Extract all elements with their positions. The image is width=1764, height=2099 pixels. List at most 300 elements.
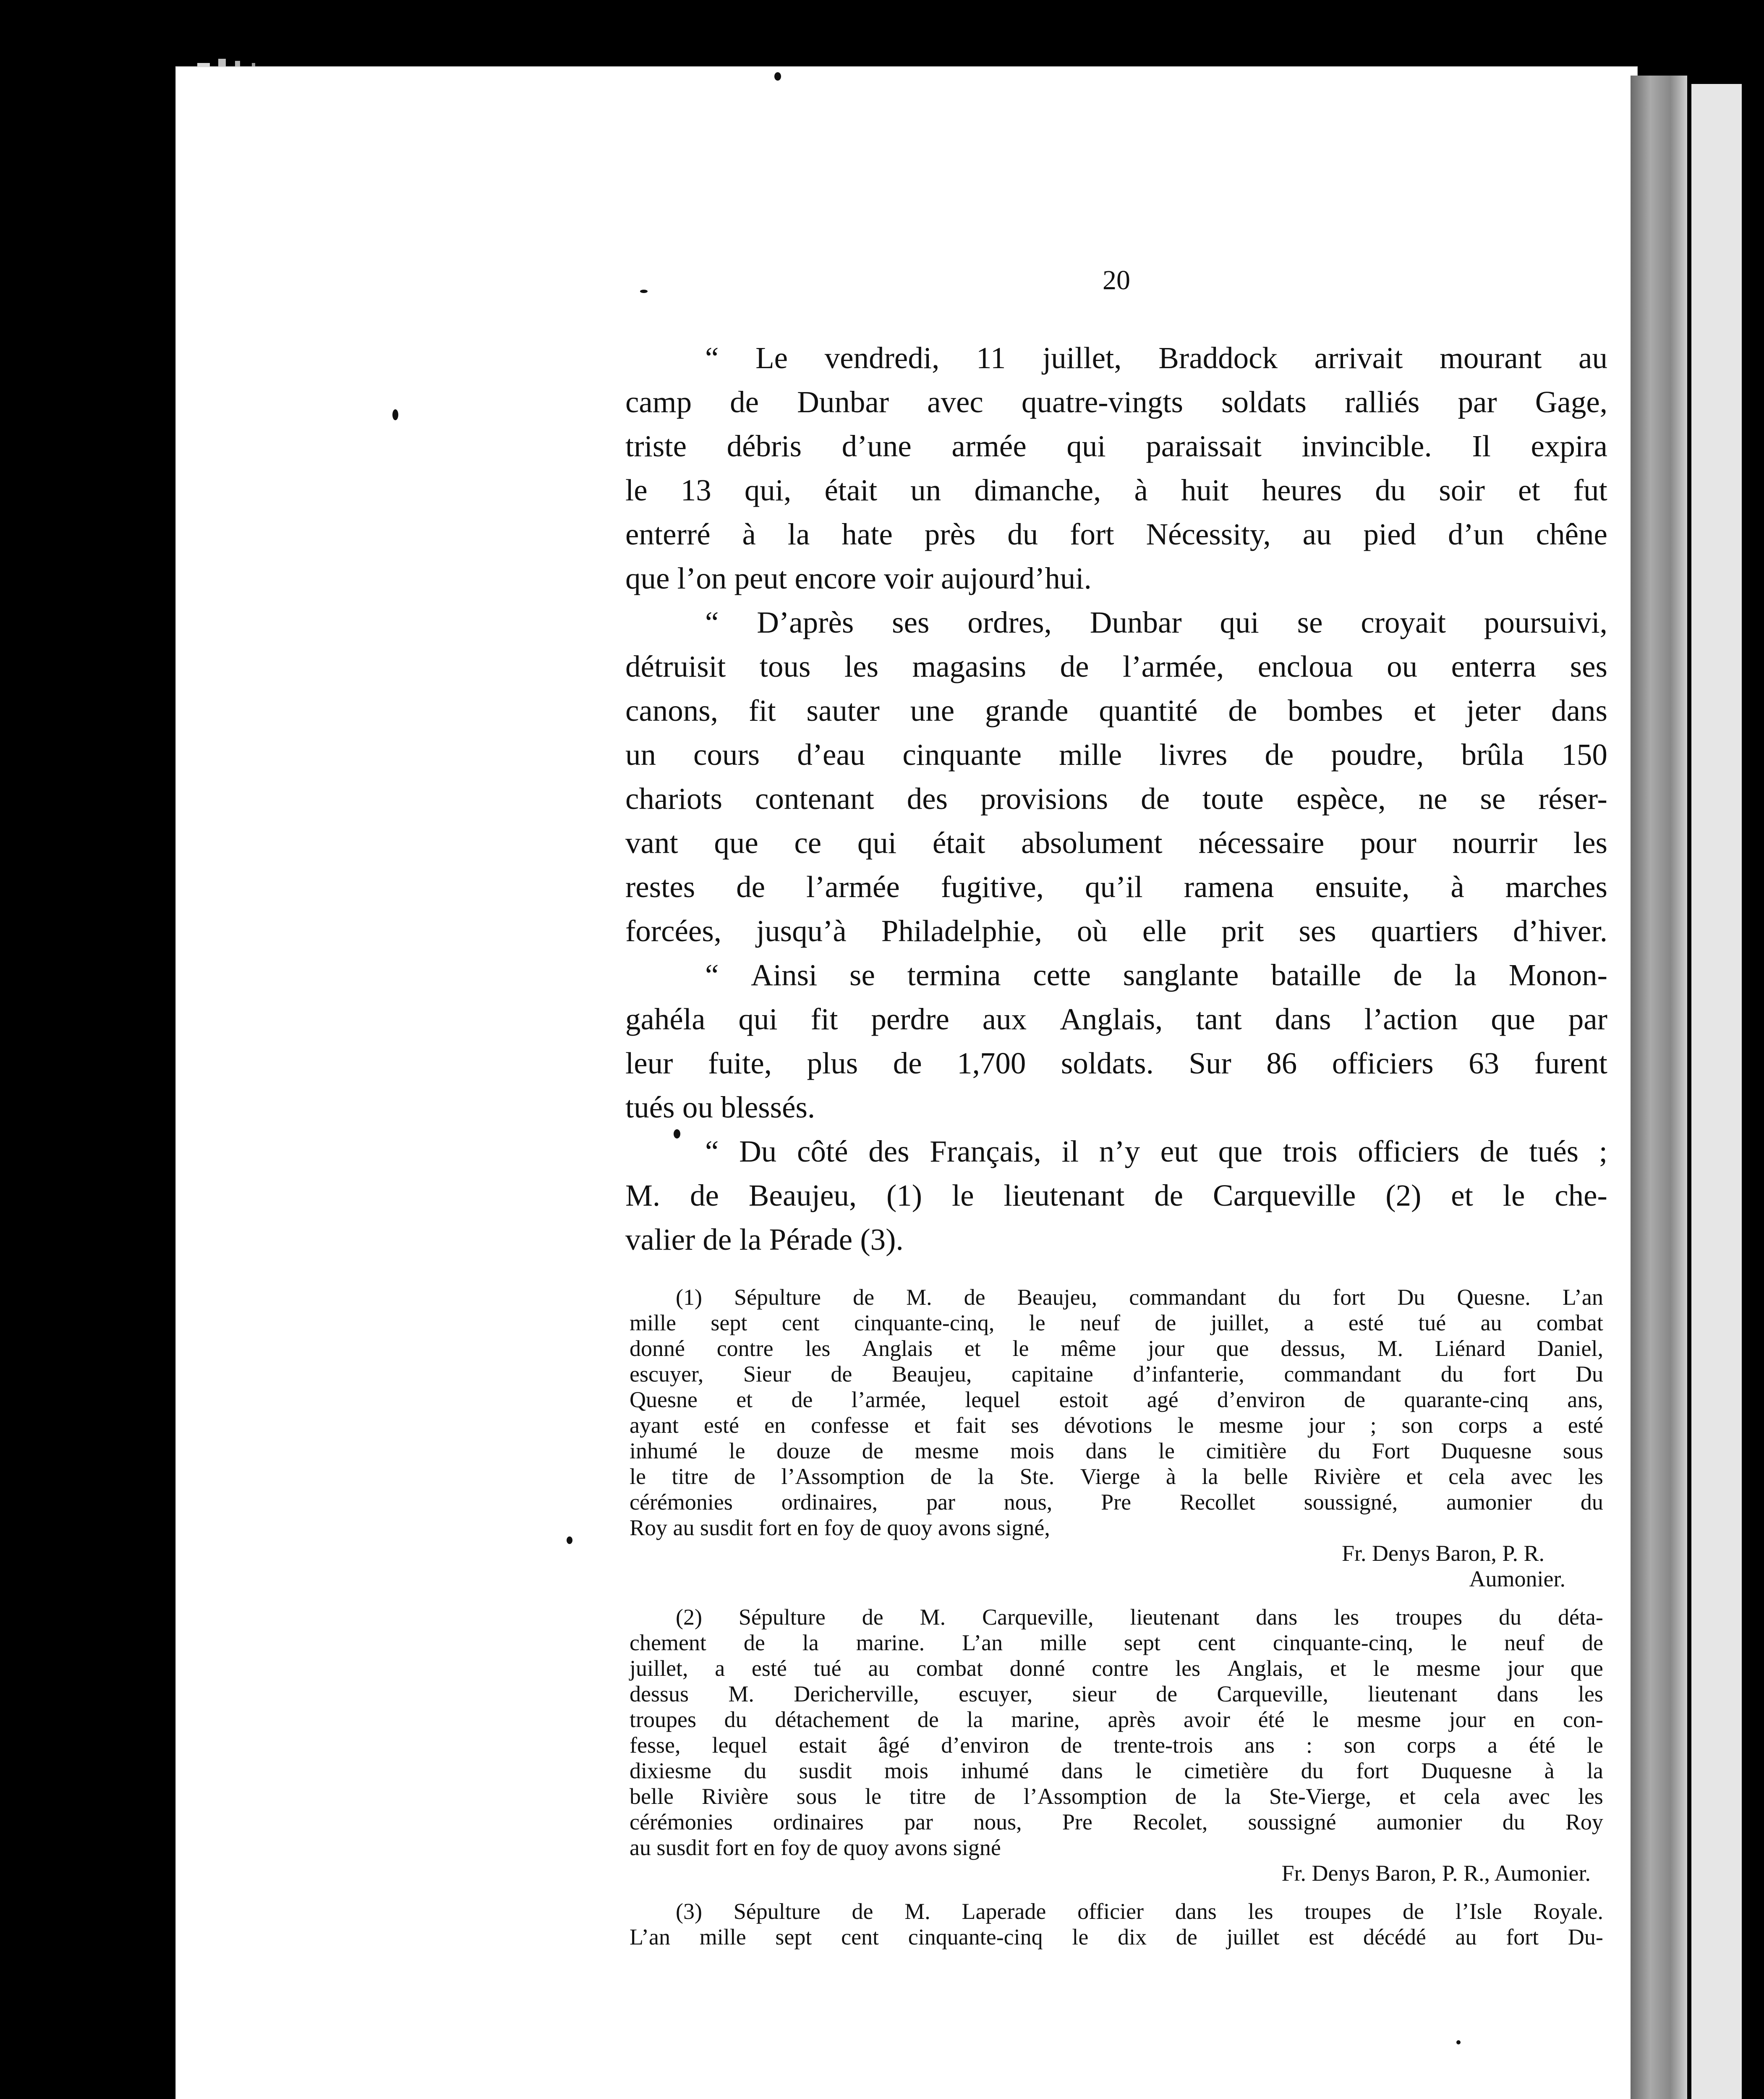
word: dévotions (1064, 1413, 1152, 1438)
word: de (930, 1464, 952, 1489)
word: cimitière (1206, 1438, 1287, 1463)
word: aumonier (1446, 1489, 1532, 1515)
word: de (1155, 1310, 1176, 1335)
word: dans (1085, 1438, 1127, 1463)
word: dans (1275, 1002, 1331, 1036)
word: mesme (1356, 1707, 1421, 1732)
word: expira (1531, 429, 1607, 463)
word: de (1403, 1899, 1424, 1924)
word: les (1578, 1784, 1603, 1809)
word: le (1450, 1630, 1467, 1655)
word: de (1479, 1134, 1509, 1168)
word: cinquante (902, 738, 1022, 772)
word: de (743, 1630, 765, 1655)
word: soussigné, (1304, 1489, 1398, 1515)
word: estait (799, 1733, 847, 1758)
word: d’un (1448, 517, 1504, 551)
word: mourant (1440, 341, 1542, 375)
word: jour (1308, 1413, 1345, 1438)
word: d’eau (797, 738, 865, 772)
word: fuite, (708, 1046, 772, 1080)
word: M. (625, 1178, 661, 1212)
word: le (729, 1438, 745, 1463)
word: la (787, 517, 810, 551)
text-line (630, 1924, 1603, 1950)
word: termina (907, 958, 1001, 992)
word: la (802, 1630, 819, 1655)
word: bataille (1271, 958, 1362, 992)
word: commandant (1129, 1285, 1247, 1310)
word: Français, (930, 1134, 1041, 1168)
word: cimetière (1184, 1758, 1269, 1783)
word: du (1375, 473, 1406, 507)
word: une (910, 694, 955, 728)
word: de (1060, 649, 1089, 683)
word: âgé (878, 1733, 910, 1758)
word: quatre-vingts (1021, 385, 1184, 419)
text-line (625, 909, 1607, 953)
word: de (1265, 738, 1294, 772)
word: corps (1407, 1733, 1456, 1758)
word: il (1061, 1134, 1079, 1168)
word: cela (1444, 1784, 1480, 1809)
word: Recolet, (1132, 1809, 1208, 1835)
word: Sépulture (738, 1604, 826, 1630)
word: poudre, (1331, 738, 1424, 772)
word: fort (1356, 1758, 1389, 1783)
word: du (1301, 1758, 1324, 1783)
word: nous, (1004, 1489, 1053, 1515)
word: troupes (1396, 1604, 1463, 1630)
word: l’armée, (851, 1387, 927, 1412)
word: de (974, 1784, 996, 1809)
text-line (630, 1899, 1603, 1924)
word: esté (1348, 1310, 1384, 1335)
text-line (625, 688, 1607, 733)
text-line (625, 468, 1607, 512)
word: tués (1529, 1134, 1579, 1168)
word: agé (1147, 1387, 1179, 1412)
word: près (924, 517, 976, 551)
text-line (630, 1285, 1603, 1310)
text-line (630, 1566, 1603, 1592)
text-line (630, 1464, 1603, 1489)
word: vant (625, 826, 678, 860)
word: contre (716, 1336, 774, 1361)
word: le (1312, 1707, 1329, 1732)
word: Sieur (743, 1361, 791, 1387)
word: mille (1059, 738, 1122, 772)
word: M. (920, 1604, 946, 1630)
word: de (1393, 958, 1422, 992)
word: Daniel, (1537, 1336, 1603, 1361)
word: tant (1196, 1002, 1242, 1036)
word: l’Isle (1455, 1899, 1502, 1924)
word: la (1454, 958, 1477, 992)
word: de (862, 1604, 883, 1630)
word: cela (1448, 1464, 1485, 1489)
word: sanglante (1123, 958, 1239, 992)
word: est (1309, 1924, 1334, 1950)
word: des (868, 1134, 909, 1168)
word: soussigné (1248, 1809, 1336, 1835)
word: sept (775, 1924, 812, 1950)
word: été (1258, 1707, 1285, 1732)
footnote (630, 1899, 1603, 1950)
word: troupes (630, 1707, 696, 1732)
word: dans (1551, 694, 1607, 728)
word: 11 (976, 341, 1006, 375)
word: plus (807, 1046, 858, 1080)
word: les (1578, 1681, 1603, 1706)
word: grande (985, 694, 1069, 728)
word: mois (1010, 1438, 1054, 1463)
word: M. (1377, 1336, 1403, 1361)
word: Dunbar (1090, 605, 1182, 639)
word: nous, (973, 1809, 1022, 1835)
word: de (852, 1899, 873, 1924)
word: ses (1011, 1413, 1039, 1438)
word: lequel (712, 1733, 768, 1758)
word: escuyer, (959, 1681, 1033, 1706)
word: ordinaires, (781, 1489, 878, 1515)
word: armée (951, 429, 1027, 463)
word: Braddock (1158, 341, 1278, 375)
word: Du (1397, 1285, 1425, 1310)
word: qui (1220, 605, 1259, 639)
word: au (1302, 517, 1332, 551)
word: du (1440, 1361, 1463, 1387)
word: cent (1197, 1630, 1236, 1655)
word: officier (1077, 1899, 1144, 1924)
word: la (1586, 1758, 1603, 1783)
text-line (630, 1604, 1603, 1630)
word: les (805, 1336, 831, 1361)
word: fait (956, 1413, 986, 1438)
word: jeter (1466, 694, 1521, 728)
word: débris (727, 429, 802, 463)
word: restes (625, 870, 695, 904)
word: le (630, 1464, 646, 1489)
word: Roy (1565, 1809, 1603, 1835)
word: les (844, 649, 879, 683)
word: marine. (856, 1630, 925, 1655)
text-line (630, 1541, 1603, 1566)
word: au (1578, 341, 1607, 375)
word: M. (904, 1899, 930, 1924)
word: marches (1505, 870, 1607, 904)
word: che- (1555, 1178, 1607, 1212)
word: mille (630, 1310, 676, 1335)
word: sous (796, 1784, 837, 1809)
word: enterra (1451, 649, 1537, 683)
word: détruisit (625, 649, 726, 683)
text-line (630, 1489, 1603, 1515)
word: escuyer, (630, 1361, 704, 1387)
word: Fort (1372, 1438, 1410, 1463)
word: D’après (757, 605, 854, 639)
word: ayant (630, 1413, 679, 1438)
text-line (630, 1809, 1603, 1835)
text-line (625, 1085, 1607, 1129)
word: qu’il (1085, 870, 1143, 904)
word: et (964, 1336, 981, 1361)
word: les (1334, 1604, 1359, 1630)
word: au (1455, 1924, 1477, 1950)
text-line (625, 821, 1607, 865)
word: combat (1536, 1310, 1603, 1335)
word: se (1480, 782, 1506, 816)
word: ordres, (967, 605, 1052, 639)
word: marine, (1011, 1707, 1080, 1732)
word: et (1414, 694, 1436, 728)
text-line (630, 1707, 1603, 1733)
word: ses (1299, 914, 1336, 948)
scan-speck (674, 1129, 680, 1138)
word: tué (1418, 1310, 1446, 1335)
text-line (630, 1681, 1603, 1707)
word: Beaujeu, (1017, 1285, 1098, 1310)
word: le (1158, 1438, 1175, 1463)
word: Anglais, (1060, 1002, 1163, 1036)
word: que (1570, 1656, 1603, 1681)
word: côté (797, 1134, 848, 1168)
word: toute (1202, 782, 1264, 816)
word: soldats (1221, 385, 1307, 419)
word: se (849, 958, 875, 992)
word: canons, (625, 694, 718, 728)
text-line (630, 1336, 1603, 1361)
word: les (1573, 826, 1607, 860)
word: par (1568, 1002, 1607, 1036)
word: à (742, 517, 756, 551)
text-line (625, 380, 1607, 424)
word: en (1513, 1707, 1535, 1732)
word: que (1216, 1336, 1249, 1361)
word: ou (1387, 649, 1418, 683)
word: ans, (1567, 1387, 1603, 1412)
word: fort (1503, 1361, 1536, 1387)
word: cent (841, 1924, 879, 1950)
word: par (1458, 385, 1497, 419)
word: donné (630, 1336, 685, 1361)
word: avec (927, 385, 983, 419)
word: que (714, 826, 758, 860)
word: sous (1563, 1438, 1603, 1463)
word: esté (1568, 1413, 1603, 1438)
word: dimanche, (974, 473, 1101, 507)
word: décédé (1363, 1924, 1426, 1950)
word: 63 (1469, 1046, 1500, 1080)
word: troupes (1304, 1899, 1372, 1924)
word: donné (1009, 1656, 1065, 1681)
word: du (1502, 1809, 1525, 1835)
word: fort (1506, 1924, 1539, 1950)
word: L’an (962, 1630, 1003, 1655)
word: a (1304, 1310, 1314, 1335)
word: Ainsi (751, 958, 818, 992)
word: et (1451, 1178, 1473, 1212)
word: a (1532, 1413, 1543, 1438)
word: elle (1142, 914, 1187, 948)
word: poursuivi, (1484, 605, 1607, 639)
word: de (853, 1285, 875, 1310)
word: à (1544, 1758, 1555, 1783)
text-line-content: Fr. Denys Baron, P. R. (1341, 1541, 1544, 1566)
text-line-content: Aumonier. (1469, 1566, 1565, 1591)
word: de (831, 1361, 852, 1387)
word: Il (1472, 429, 1491, 463)
word: dans (1497, 1681, 1539, 1706)
word: jour (1507, 1656, 1544, 1681)
text-line (625, 1129, 1607, 1173)
word: 13 (680, 473, 711, 507)
word: avec (1508, 1784, 1550, 1809)
word: magasins (912, 649, 1027, 683)
word: trois (1283, 1134, 1338, 1168)
word: de (730, 385, 759, 419)
text-line-content: au susdit fort en foy de quoy avons signé (630, 1835, 1001, 1860)
word: de (893, 1046, 922, 1080)
word: livres (1159, 738, 1228, 772)
word: Carqueville, (1217, 1681, 1328, 1706)
word: chêne (1536, 517, 1607, 551)
word: 150 (1561, 738, 1607, 772)
word: tous (759, 649, 811, 683)
word: cinquante-cinq (908, 1924, 1043, 1950)
word: trente-trois (1113, 1733, 1213, 1758)
word: la (967, 1707, 983, 1732)
word: mille (1040, 1630, 1087, 1655)
word: chement (630, 1630, 706, 1655)
word: de (736, 870, 766, 904)
word: fit (748, 694, 776, 728)
word: contenant (755, 782, 874, 816)
word: avec (1511, 1464, 1552, 1489)
word: mesme (915, 1438, 979, 1463)
text-line (630, 1413, 1603, 1438)
page-number: 20 (1103, 265, 1130, 296)
word: Du- (1568, 1924, 1603, 1950)
word: le (1586, 1733, 1603, 1758)
text-line-content: tués ou blessés. (625, 1090, 815, 1124)
text-line (630, 1784, 1603, 1809)
word: officiers (1358, 1134, 1460, 1168)
word: lequel (965, 1387, 1021, 1412)
word: aux (982, 1002, 1027, 1036)
word: sept (711, 1310, 747, 1335)
word: titre (909, 1784, 946, 1809)
word: Ste. (1019, 1464, 1055, 1489)
word: esté (751, 1656, 787, 1681)
word: Sépulture (734, 1285, 821, 1310)
text-line (625, 733, 1607, 777)
word: lieutenant (1368, 1681, 1458, 1706)
word: cérémonies (630, 1489, 733, 1515)
word: Liénard (1435, 1336, 1505, 1361)
word: Dunbar (797, 385, 889, 419)
word: Pre (1062, 1809, 1092, 1835)
word: de (862, 1438, 883, 1463)
word: du (1580, 1489, 1603, 1515)
footnote (630, 1285, 1603, 1592)
word: le (625, 473, 648, 507)
word: furent (1534, 1046, 1607, 1080)
word: par (904, 1809, 933, 1835)
word: (2) (676, 1604, 702, 1630)
text-line (625, 1173, 1607, 1217)
word: et (1406, 1464, 1423, 1489)
word: sept (1124, 1630, 1160, 1655)
word: capitaine (1011, 1361, 1093, 1387)
word: en (764, 1413, 786, 1438)
word: soldats. (1061, 1046, 1154, 1080)
word: au (868, 1656, 890, 1681)
word: juillet, (1210, 1310, 1270, 1335)
word: Ste-Vierge, (1269, 1784, 1372, 1809)
word: de (734, 1464, 755, 1489)
word: Nécessity, (1146, 517, 1271, 551)
word: 86 (1266, 1046, 1297, 1080)
word: camp (625, 385, 692, 419)
word: était (932, 826, 985, 860)
word: pour (1360, 826, 1416, 860)
word: estoit (1059, 1387, 1108, 1412)
word: M. (906, 1285, 932, 1310)
text-line (630, 1630, 1603, 1656)
word: de (791, 1387, 813, 1412)
word: et (1518, 473, 1540, 507)
word: Laperade (962, 1899, 1046, 1924)
word: combat (916, 1656, 983, 1681)
word: arrivait (1314, 341, 1403, 375)
text-line (625, 556, 1607, 600)
word: ce (794, 826, 822, 860)
word: à (1134, 473, 1148, 507)
word: jour (1449, 1707, 1486, 1732)
word: “ (705, 605, 719, 639)
word: aumonier (1376, 1809, 1462, 1835)
word: jour (1147, 1336, 1184, 1361)
word: cérémonies (630, 1809, 733, 1835)
word: se (1297, 605, 1323, 639)
word: “ (705, 341, 719, 375)
word: nécessaire (1198, 826, 1325, 860)
word: l’armée, (1123, 649, 1224, 683)
word: les (1175, 1656, 1201, 1681)
word: du (1318, 1438, 1341, 1463)
word: (2) (1385, 1178, 1422, 1212)
word: Recollet (1179, 1489, 1255, 1515)
word: au (1480, 1310, 1502, 1335)
word: même (1061, 1336, 1116, 1361)
word: espèce, (1296, 782, 1386, 816)
word: fugitive, (941, 870, 1044, 904)
word: vendredi, (824, 341, 940, 375)
word: qui (1066, 429, 1106, 463)
word: Dericherville, (794, 1681, 919, 1706)
text-line (630, 1733, 1603, 1758)
word: qui, (744, 473, 792, 507)
word: sieur (1072, 1681, 1116, 1706)
word: fut (1573, 473, 1607, 507)
text-line (625, 953, 1607, 997)
text-line (625, 777, 1607, 821)
word: de (1061, 1733, 1082, 1758)
word: titre (672, 1464, 708, 1489)
word: qui (857, 826, 897, 860)
word: ne (1418, 782, 1448, 816)
